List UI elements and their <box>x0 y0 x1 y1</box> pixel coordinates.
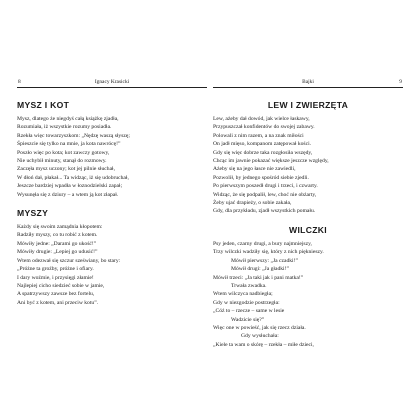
verse-line: „Próżne ta groźby, próżne i ofiary. <box>17 266 94 273</box>
verse-line: Mówił drugi: „Ja gładki!” <box>231 266 289 273</box>
verse-line: Chcąc im jawnie pokazać większe jeszcze względy, <box>213 158 329 165</box>
verse-line: Trwała zwadka. <box>231 282 267 289</box>
verse-line: Po pierwszym poszedł drugi i trzeci, i czwarty. <box>213 183 318 190</box>
running-head-right <box>213 78 403 88</box>
verse-line: Rozumiała, iż wszystkie rozumy posiadła. <box>17 124 112 131</box>
poem-list <box>17 100 207 307</box>
poem <box>17 100 207 199</box>
author-header: Ignacy Krasicki <box>94 79 130 85</box>
poem-title: MYSZ I KOT <box>17 100 70 110</box>
verse-line: Przypuszczał konfidentów do swojej zabawy. <box>213 124 315 131</box>
verse-line: W dłoń dał, płakał... Ta widząc, iż się udobruchał, <box>17 174 129 181</box>
verse-line: Mówił pierwszy: „Ja czadki!” <box>231 257 298 264</box>
page-number: 9 <box>399 79 402 85</box>
verse-line: Gdy wysłuchała: <box>241 333 279 340</box>
verse-line: Wtem wilczyca nadbiegła; <box>213 291 273 298</box>
verse-line: Pozwolił, by jednego spośród siebie zjedli. <box>213 174 309 181</box>
poem <box>17 208 207 307</box>
verse-line: Mówiły jedne: „Darami go ukość!” <box>17 240 97 247</box>
verse-line: Każdy się swoim zamądnia kłopotem: <box>17 224 103 231</box>
verse-line: Mówiły drugie: „Lepiej go udusić!” <box>17 249 98 256</box>
verse-line: I dary woźmie, i przysięgi złamie! <box>17 274 94 281</box>
verse-line: Ażeby się na jego łasce nie zawiedli, <box>213 166 296 173</box>
verse-line: „Cóż to – rzecze – same w lesie <box>213 308 285 315</box>
verse-line: Zaczęła mysz uczony; kot jej pilnie słuchał, <box>17 166 116 173</box>
verse-line: Żeby ujać drapieży, o sobie zakała, <box>213 200 292 207</box>
poem-title: WILCZKI <box>289 224 327 235</box>
page-number: 8 <box>18 79 21 85</box>
verse-line: Lew, ażeby dał dowód, jak wielce łaskawy, <box>213 116 310 122</box>
right-page <box>213 78 403 358</box>
left-page <box>17 78 207 316</box>
verse-line: Gdy, dla przykładu, zjadł wszystkich pomału. <box>213 208 316 215</box>
verse-line: Poszło więc po kota; kot zawczy gotowy, <box>17 149 110 156</box>
verse-line: On jadł mięso, kompanom zatępował kości. <box>213 141 312 148</box>
verse-line: Nie uchybił minuty, stanął do rozmowy. <box>17 158 107 165</box>
verse-line: Więc one w powieść, jak się rzecz działa. <box>213 324 306 331</box>
verse-line: Gdy się więc dobrze taka rozgłosiła wszędy, <box>213 149 313 156</box>
poem-title: LEW I ZWIERZĘTA <box>267 100 349 110</box>
verse-line: Wadzicie się?” <box>231 316 265 323</box>
verse-line: Wtem odezwał się szczur szeświany, bo stary: <box>17 257 121 264</box>
verse-line: Polowali z nim razem, a na znak miłości <box>213 132 304 139</box>
verse-line: Radziły myszy, co tu robić z kotem. <box>17 232 98 239</box>
verse-line: Najlepiej cicho siedzieć sobie w jamie, <box>17 282 105 289</box>
verse-line: Psy jeden, czarny drugi, a bury najmniejszy, <box>213 240 312 247</box>
book-title-header: Bajki <box>302 79 314 85</box>
verse-line: Mysz, dlatego że niegdyś całą książkę zjadła, <box>17 116 119 122</box>
verse-line: Jeszcze bardziej wpadła w łoznodzielski zapał; <box>17 183 123 190</box>
poem <box>213 100 403 216</box>
running-head-left <box>17 78 207 88</box>
poem <box>213 225 403 349</box>
verse-line: „Kiele ta wam o skórę – rzekła – miłe dzieci, <box>213 341 314 348</box>
verse-line: Ani być z kotem, ani przeciw kotu”. <box>17 299 99 306</box>
verse-line: Mówił trzeci: „Ja taki jak i pani matka!” <box>213 274 304 281</box>
verse-line: Rzekła więc towarzyszkom: „Nędzę waszą słyszę; <box>17 132 130 139</box>
verse-line: Śpieszcie się tylko na mnie, ja kota nawrócę!” <box>17 141 121 148</box>
verse-line: A spatrzywszy zawsze bez fortelu, <box>17 291 95 298</box>
verse-line: Trzy wilczki wadziły się, który z nich pięknieszy. <box>213 249 324 256</box>
poem-list <box>213 100 403 349</box>
verse-line: Wysunęła się z dziury – a wtem ją kot złapał. <box>17 191 119 198</box>
poem-title: MYSZY <box>17 208 49 219</box>
verse-line: Gdy w niezgodzie postrzegła: <box>213 299 280 306</box>
verse-line: Widząc, że się podpalił, lew, choć nie obżarty, <box>213 191 317 198</box>
